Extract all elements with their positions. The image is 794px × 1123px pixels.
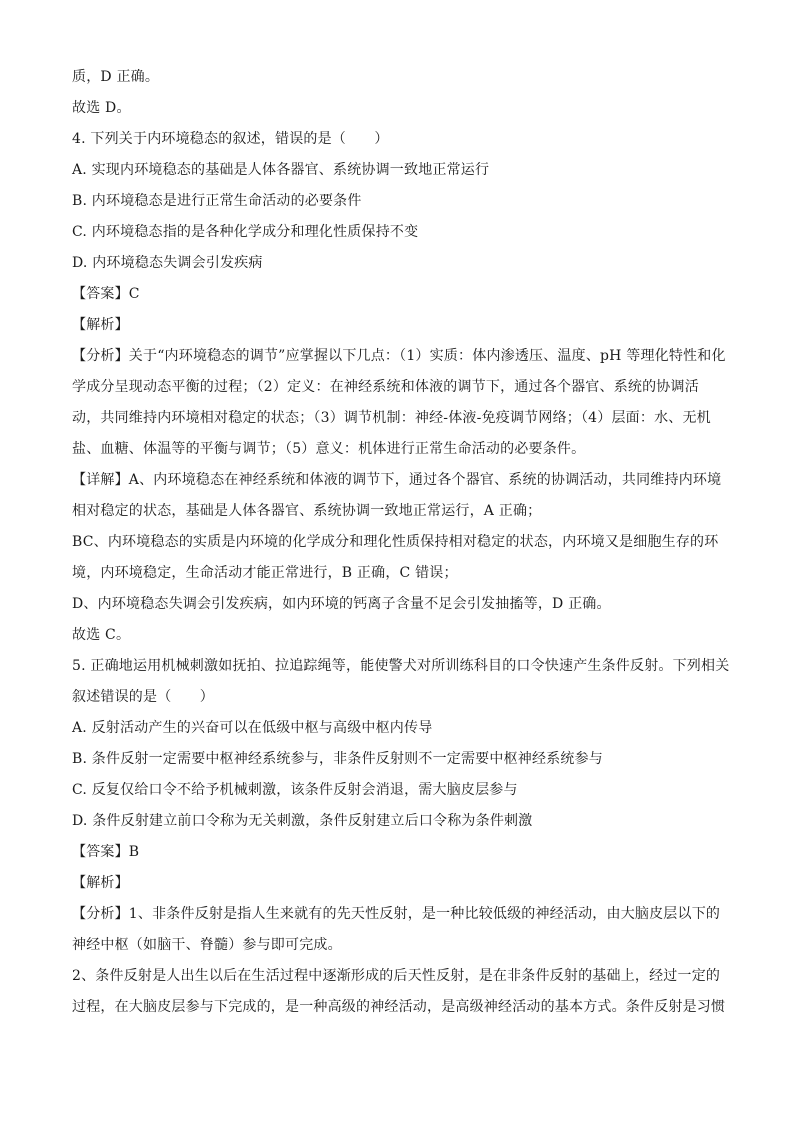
question-4-analysis-heading: 【解析】: [72, 317, 129, 333]
text-line: 相对稳定的状态，基础是人体各器官、系统协调一致地正常运行，A 正确；: [72, 503, 542, 519]
question-5-analysis-heading: 【解析】: [72, 875, 129, 891]
question-4-option-c: C. 内环境稳态指的是各种化学成分和理化性质保持不变: [72, 224, 419, 240]
text-line: 境，内环境稳定，生命活动才能正常进行，B 正确，C 错误；: [72, 565, 458, 581]
question-5-stem-cont: 叙述错误的是（ ）: [72, 689, 214, 705]
question-5-option-a: A. 反射活动产生的兴奋可以在低级中枢与高级中枢内传导: [72, 720, 433, 736]
text-line: 2、条件反射是人出生以后在生活过程中逐渐形成的后天性反射，是在非条件反射的基础上，经过一定的: [72, 968, 721, 984]
question-4-option-d: D. 内环境稳态失调会引发疾病: [72, 255, 263, 271]
question-4-answer: 【答案】C: [72, 286, 140, 302]
text-line: 【详解】A、内环境稳态在神经系统和体液的调节下，通过各个器官、系统的协调活动，共同维持内环境: [72, 472, 722, 488]
text-line: 过程，在大脑皮层参与下完成的，是一种高级的神经活动，是高级神经活动的基本方式。条件反射是习惯: [72, 999, 726, 1015]
question-5-option-d: D. 条件反射建立前口令称为无关刺激，条件反射建立后口令称为条件刺激: [72, 813, 533, 829]
question-4-option-a: A. 实现内环境稳态的基础是人体各器官、系统协调一致地正常运行: [72, 162, 490, 178]
text-line: 故选 C。: [72, 627, 131, 643]
text-line: 【分析】1、非条件反射是指人生来就有的先天性反射，是一种比较低级的神经活动，由大脑皮层以下的: [72, 906, 721, 922]
question-4-option-b: B. 内环境稳态是进行正常生命活动的必要条件: [72, 193, 362, 209]
document-page: [72, 62, 730, 1023]
text-line: D、内环境稳态失调会引发疾病，如内环境的钙离子含量不足会引发抽搐等，D 正确。: [72, 596, 611, 612]
question-5-answer: 【答案】B: [72, 844, 140, 860]
text-line: 盐、血糖、体温等的平衡与调节；（5）意义：机体进行正常生命活动的必要条件。: [72, 441, 586, 457]
question-5-option-b: B. 条件反射一定需要中枢神经系统参与，非条件反射则不一定需要中枢神经系统参与: [72, 751, 603, 767]
text-line: BC、内环境稳态的实质是内环境的化学成分和理化性质保持相对稳定的状态，内环境又是细胞生存的环: [72, 534, 719, 550]
text-line: 动，共同维持内环境相对稳定的状态；（3）调节机制：神经-体液-免疫调节网络；（4）层面：水、无机: [72, 410, 711, 426]
text-line: 质，D 正确。: [72, 69, 160, 85]
question-5-option-c: C. 反复仅给口令不给予机械刺激，该条件反射会消退，需大脑皮层参与: [72, 782, 518, 798]
text-line: 神经中枢（如脑干、脊髓）参与即可完成。: [72, 937, 342, 953]
text-line: 学成分呈现动态平衡的过程；（2）定义：在神经系统和体液的调节下，通过各个器官、系统的协调活: [72, 379, 699, 395]
question-4-stem: 4. 下列关于内环境稳态的叙述，错误的是（ ）: [72, 131, 389, 147]
question-5-stem: 5. 正确地运用机械刺激如抚拍、拉追踪绳等，能使警犬对所训练科目的口令快速产生条件反射。下列相关: [72, 658, 730, 674]
text-line: 【分析】关于“内环境稳态的调节”应掌握以下几点：（1）实质：体内渗透压、温度、pH 等理化特性和化: [72, 348, 726, 364]
text-line: 故选 D。: [72, 100, 131, 116]
